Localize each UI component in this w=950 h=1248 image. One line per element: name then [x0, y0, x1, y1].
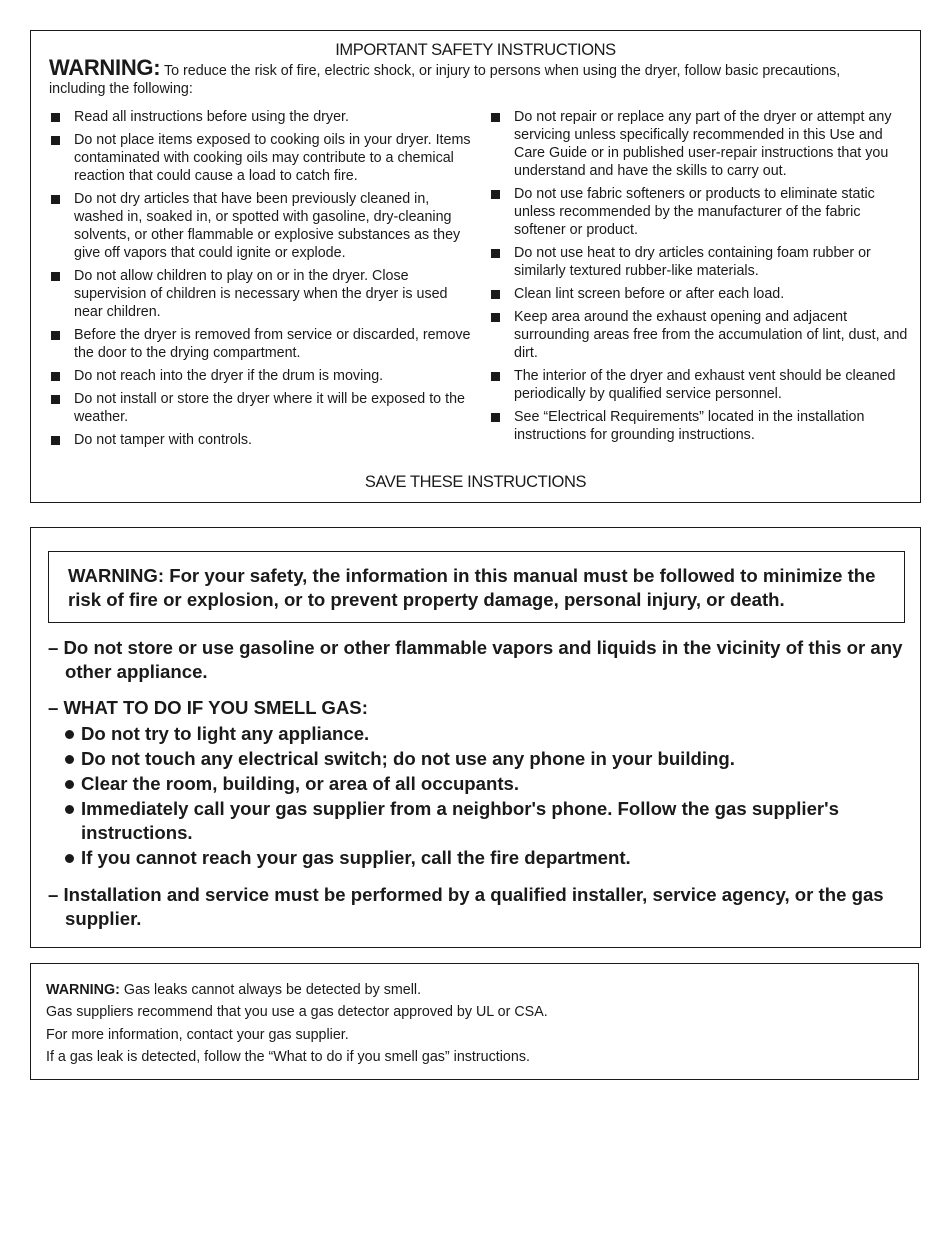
square-bullet-icon [491, 413, 500, 422]
leak-line-1: WARNING: Gas leaks cannot always be detected by smell. [46, 982, 422, 998]
square-bullet-icon [51, 272, 60, 281]
list-item: Do not install or store the dryer where it will be exposed to the weather. [49, 390, 479, 426]
leak-notice-text [46, 979, 548, 1068]
list-item: Keep area around the exhaust opening and adjacent surrounding areas free from the accumulation of lint, dust, and dirt. [489, 308, 909, 362]
square-bullet-icon [51, 136, 60, 145]
leak-line-3: For more information, contact your gas supplier. [46, 1026, 349, 1043]
round-bullet-icon [65, 730, 74, 739]
square-bullet-icon [491, 113, 500, 122]
list-item: Do not use fabric softeners or products to eliminate static unless recommended by the manufacturer of the fabric softener or product. [489, 185, 909, 239]
smell-gas-steps [65, 722, 905, 871]
square-bullet-icon [491, 290, 500, 299]
boxed-warning: WARNING: For your safety, the information in this manual must be followed to minimize the risk of fire or explosion, or to prevent property damage, personal injury, or death. [48, 551, 905, 623]
round-bullet-icon [65, 805, 74, 814]
smell-gas-heading: – WHAT TO DO IF YOU SMELL GAS: [48, 697, 368, 718]
gas-warning-box [30, 527, 921, 948]
list-item: Do not try to light any appliance. [65, 722, 905, 746]
safety-list-right [489, 108, 909, 449]
square-bullet-icon [491, 190, 500, 199]
square-bullet-icon [51, 195, 60, 204]
round-bullet-icon [65, 854, 74, 863]
square-bullet-icon [491, 372, 500, 381]
square-bullet-icon [51, 331, 60, 340]
safety-list-left [49, 108, 479, 454]
safety-instructions-box [30, 30, 921, 503]
list-item: Clear the room, building, or area of all occupants. [65, 772, 905, 796]
list-item: Do not allow children to play on or in the dryer. Close supervision of children is necessary when the dryer is used near children. [49, 267, 479, 321]
list-item: Before the dryer is removed from service or discarded, remove the door to the drying compartment. [49, 326, 479, 362]
list-item: If you cannot reach your gas supplier, call the fire department. [65, 846, 905, 870]
list-item: Read all instructions before using the dryer. [49, 108, 479, 126]
list-item: Do not tamper with controls. [49, 431, 479, 449]
list-item: Do not repair or replace any part of the dryer or attempt any servicing unless specifically recommended in this Use and Care Guide or in published user-repair instructions that you understand and have the skills to carry out. [489, 108, 909, 180]
round-bullet-icon [65, 755, 74, 764]
list-item: Do not place items exposed to cooking oils in your dryer. Items contaminated with cooking oils may contribute to a chemical reaction that could cause a load to catch fire. [49, 131, 479, 185]
list-item: Do not touch any electrical switch; do not use any phone in your building. [65, 747, 905, 771]
warning-label: WARNING: [49, 55, 161, 80]
list-item: See “Electrical Requirements” located in the installation instructions for grounding instructions. [489, 408, 909, 444]
square-bullet-icon [491, 249, 500, 258]
warning-label: WARNING: [46, 982, 120, 998]
square-bullet-icon [51, 113, 60, 122]
installation-warning: – Installation and service must be performed by a qualified installer, service agency, or the gas supplier. [48, 884, 884, 929]
list-item: Clean lint screen before or after each load. [489, 285, 909, 303]
safety-intro [49, 55, 900, 98]
list-item: The interior of the dryer and exhaust vent should be cleaned periodically by qualified service personnel. [489, 367, 909, 403]
leak-line-2: Gas suppliers recommend that you use a gas detector approved by UL or CSA. [46, 1004, 548, 1021]
intro-text: To reduce the risk of fire, electric shock, or injury to persons when using the dryer, follow basic precautions, including the following: [49, 63, 841, 97]
leak-line-4: If a gas leak is detected, follow the “What to do if you smell gas” instructions. [46, 1048, 530, 1065]
square-bullet-icon [51, 436, 60, 445]
square-bullet-icon [51, 372, 60, 381]
list-item: Do not reach into the dryer if the drum is moving. [49, 367, 479, 385]
square-bullet-icon [491, 313, 500, 322]
safety-heading: IMPORTANT SAFETY INSTRUCTIONS [335, 41, 616, 59]
round-bullet-icon [65, 780, 74, 789]
list-item: Do not dry articles that have been previously cleaned in, washed in, soaked in, or spotted with gasoline, dry-cleaning solvents, or other flammable or explosive substances as they give off vapors that could ignite or explode. [49, 190, 479, 262]
gas-leak-notice-box [30, 963, 919, 1080]
list-item: Immediately call your gas supplier from a neighbor's phone. Follow the gas supplier's instructions. [65, 797, 905, 845]
gasoline-warning: – Do not store or use gasoline or other flammable vapors and liquids in the vicinity of this or any other appliance. [48, 637, 903, 682]
save-instructions-label: SAVE THESE INSTRUCTIONS [364, 473, 587, 491]
square-bullet-icon [51, 395, 60, 404]
list-item: Do not use heat to dry articles containing foam rubber or similarly textured rubber-like materials. [489, 244, 909, 280]
